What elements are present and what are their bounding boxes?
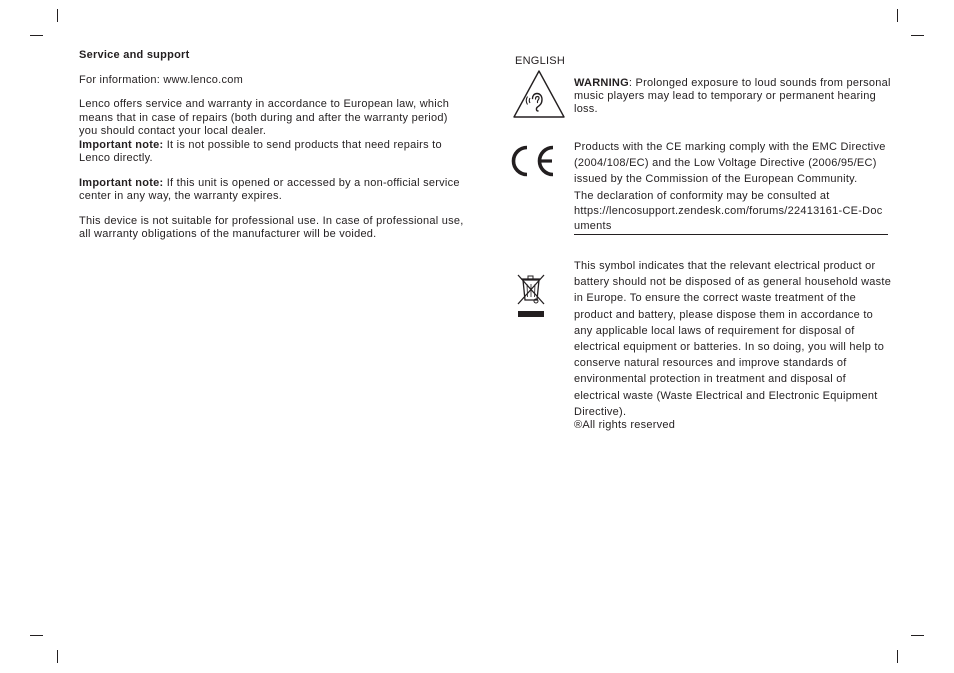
warning-label: WARNING	[574, 77, 629, 89]
weee-paragraph: This symbol indicates that the relevant electrical product or battery should not be disposed of as general household waste in Europe. To ensure the correct waste treatment of the product and battery, please dispose them in accordance to any applicable local laws of requirement for disposal of electrical equipment or batteries. In so doing, you will help to conserve natural resources and improve standards of environmental protection in treatment and disposal of electrical waste (Waste Electrical and Electronic Equipment Directive).	[574, 260, 892, 418]
professional-use-paragraph: This device is not suitable for professional use. In case of professional use, all warranty obligations of the manufacturer will be voided.	[79, 214, 464, 240]
important-note-1-text: It is not possible to send products that need repairs to Lenco directly.	[79, 138, 442, 164]
weee-block	[574, 258, 892, 431]
info-line: For information: www.lenco.com	[79, 73, 243, 86]
warning-block	[574, 77, 892, 116]
crop-mark-bottom-left-horizontal	[30, 635, 43, 636]
crossed-bin-icon	[515, 272, 547, 320]
important-note-1-label: Important note:	[79, 138, 164, 151]
rights-reserved: ®All rights reserved	[574, 419, 676, 432]
ce-block	[574, 139, 892, 235]
crop-mark-bottom-right-horizontal	[911, 635, 924, 636]
crop-mark-top-right-horizontal	[911, 35, 924, 36]
crop-mark-bottom-left-vertical	[57, 650, 58, 663]
section-heading: Service and support	[79, 49, 190, 61]
important-note-2	[79, 177, 464, 204]
ce-mark-icon	[507, 144, 555, 178]
language-label: ENGLISH	[515, 55, 566, 67]
crop-mark-top-left-horizontal	[30, 35, 43, 36]
service-paragraph: Lenco offers service and warranty in accordance to European law, which means that in case of repairs (both during and after the warranty period) you should contact your local dealer.	[79, 98, 450, 137]
important-note-2-text: If this unit is opened or accessed by a non-official service center in any way, the warranty expires.	[79, 176, 460, 202]
declaration-link[interactable]: https://lencosupport.zendesk.com/forums/22413161-CE-Documents	[574, 204, 888, 235]
crop-mark-top-right-vertical	[897, 9, 898, 22]
declaration-text: The declaration of conformity may be consulted at	[574, 189, 830, 202]
ce-paragraph: Products with the CE marking comply with the EMC Directive (2004/108/EC) and the Low Voltage Directive (2006/95/EC) issued by the Commission of the European Community.	[574, 141, 886, 186]
crop-mark-bottom-right-vertical	[897, 650, 898, 663]
crop-mark-top-left-vertical	[57, 9, 58, 22]
hearing-warning-icon	[512, 69, 566, 119]
important-note-2-label: Important note:	[79, 176, 164, 189]
warning-text: : Prolonged exposure to loud sounds from personal music players may lead to temporary or permanent hearing loss.	[574, 77, 891, 115]
service-support-section	[79, 49, 464, 242]
important-note-1	[79, 139, 464, 166]
